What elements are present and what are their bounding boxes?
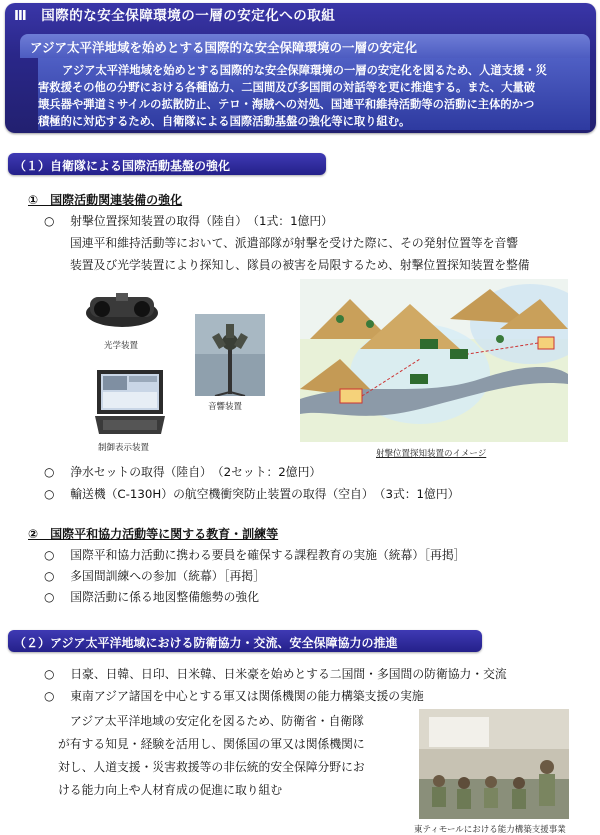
description-line: ける能力向上や人材育成の促進に取り組む — [58, 783, 283, 797]
page-title: Ⅲ 国際的な安全保障環境の一層の安定化への取組 — [14, 8, 336, 24]
description-line: 対し、人道支援・災害救援等の非伝統的安全保障分野にお — [58, 760, 365, 774]
subsection-title: ② 国際平和協力活動等に関する教育・訓練等 — [28, 527, 279, 541]
bullet-marker: ○ — [44, 487, 55, 501]
bullet-item — [44, 588, 259, 605]
acoustic-device-image — [195, 314, 265, 396]
description-line: 国連平和維持活動等において、派遣部隊が射撃を受けた際に、その発射位置等を音響 — [70, 236, 519, 250]
description-line: が有する知見・経験を活用し、関係国の軍又は関係機関に — [58, 737, 365, 751]
bullet-text: 多国間訓練への参加（統幕）［再掲］ — [70, 569, 265, 583]
summary-line: 害救援その他の分野における各種協力、二国間及び多国間の対話等を更に推進する。また、大量破 — [38, 81, 536, 94]
caption-acoustic: 音響装置 — [208, 402, 243, 412]
bullet-text: 日豪、日韓、日印、日米韓、日米豪を始めとする二国間・多国間の防衛協力・交流 — [70, 667, 507, 681]
bullet-item — [44, 665, 507, 682]
summary-line: 積極的に対応するため、自衛隊による国際活動基盤の強化等に取り組む。 — [38, 115, 411, 128]
subsection-title: ① 国際活動関連装備の強化 — [28, 193, 183, 207]
bullet-text: 東南アジア諸国を中心とする軍又は関係機関の能力構築支援の実施 — [70, 689, 424, 703]
bullet-marker: ○ — [44, 465, 55, 479]
bullet-item — [44, 463, 321, 480]
bullet-text: 射撃位置探知装置の取得（陸自） （1式：1億円） — [70, 214, 333, 228]
summary-line: 壊兵器や弾道ミサイルの拡散防止、テロ・海賊への対処、国連平和維持活動等の活動に主体的かつ — [38, 98, 535, 111]
bullet-marker: ○ — [44, 689, 55, 703]
summary-line: アジア太平洋地域を始めとする国際的な安全保障環境の一層の安定化を図るため、人道支援・災 — [62, 64, 547, 77]
bullet-text: 輸送機（C-130H）の航空機衝突防止装置の取得（空自） （3式：1億円） — [70, 487, 460, 501]
caption-image: 射撃位置探知装置のイメージ — [376, 449, 487, 459]
caption-photo: 東ティモールにおける能力構築支援事業 — [414, 825, 566, 835]
page-subtitle: アジア太平洋地域を始めとする国際的な安全保障環境の一層の安定化 — [30, 40, 418, 55]
description-line: 装置及び光学装置により探知し、隊員の被害を局限するため、射撃位置探知装置を整備 — [70, 258, 530, 272]
bullet-item — [44, 212, 333, 229]
bullet-item — [44, 546, 465, 563]
bullet-text: 国際活動に係る地図整備態勢の強化 — [70, 590, 259, 604]
bullet-marker: ○ — [44, 569, 55, 583]
caption-control: 制御表示装置 — [98, 443, 150, 453]
bullet-marker: ○ — [44, 548, 55, 562]
caption-optical: 光学装置 — [104, 341, 139, 351]
bullet-marker: ○ — [44, 590, 55, 604]
bullet-text: 国際平和協力活動に携わる要員を確保する課程教育の実施（統幕）［再掲］ — [70, 548, 466, 562]
bullet-text: 浄水セットの取得（陸自） （2セット：2億円） — [70, 465, 322, 479]
bullet-item — [44, 567, 265, 584]
training-photo — [419, 709, 569, 819]
bullet-item — [44, 485, 459, 502]
description-line: アジア太平洋地域の安定化を図るため、防衛省・自衛隊 — [70, 714, 364, 728]
optical-device-image — [82, 283, 162, 335]
detection-system-illustration — [300, 279, 568, 442]
bullet-item — [44, 687, 424, 704]
section2-title: （２）アジア太平洋地域における防衛協力・交流、安全保障協力の推進 — [14, 636, 398, 650]
bullet-marker: ○ — [44, 667, 55, 681]
control-display-image — [95, 368, 165, 436]
section1-title: （１）自衛隊による国際活動基盤の強化 — [14, 159, 231, 173]
bullet-marker: ○ — [44, 214, 55, 228]
